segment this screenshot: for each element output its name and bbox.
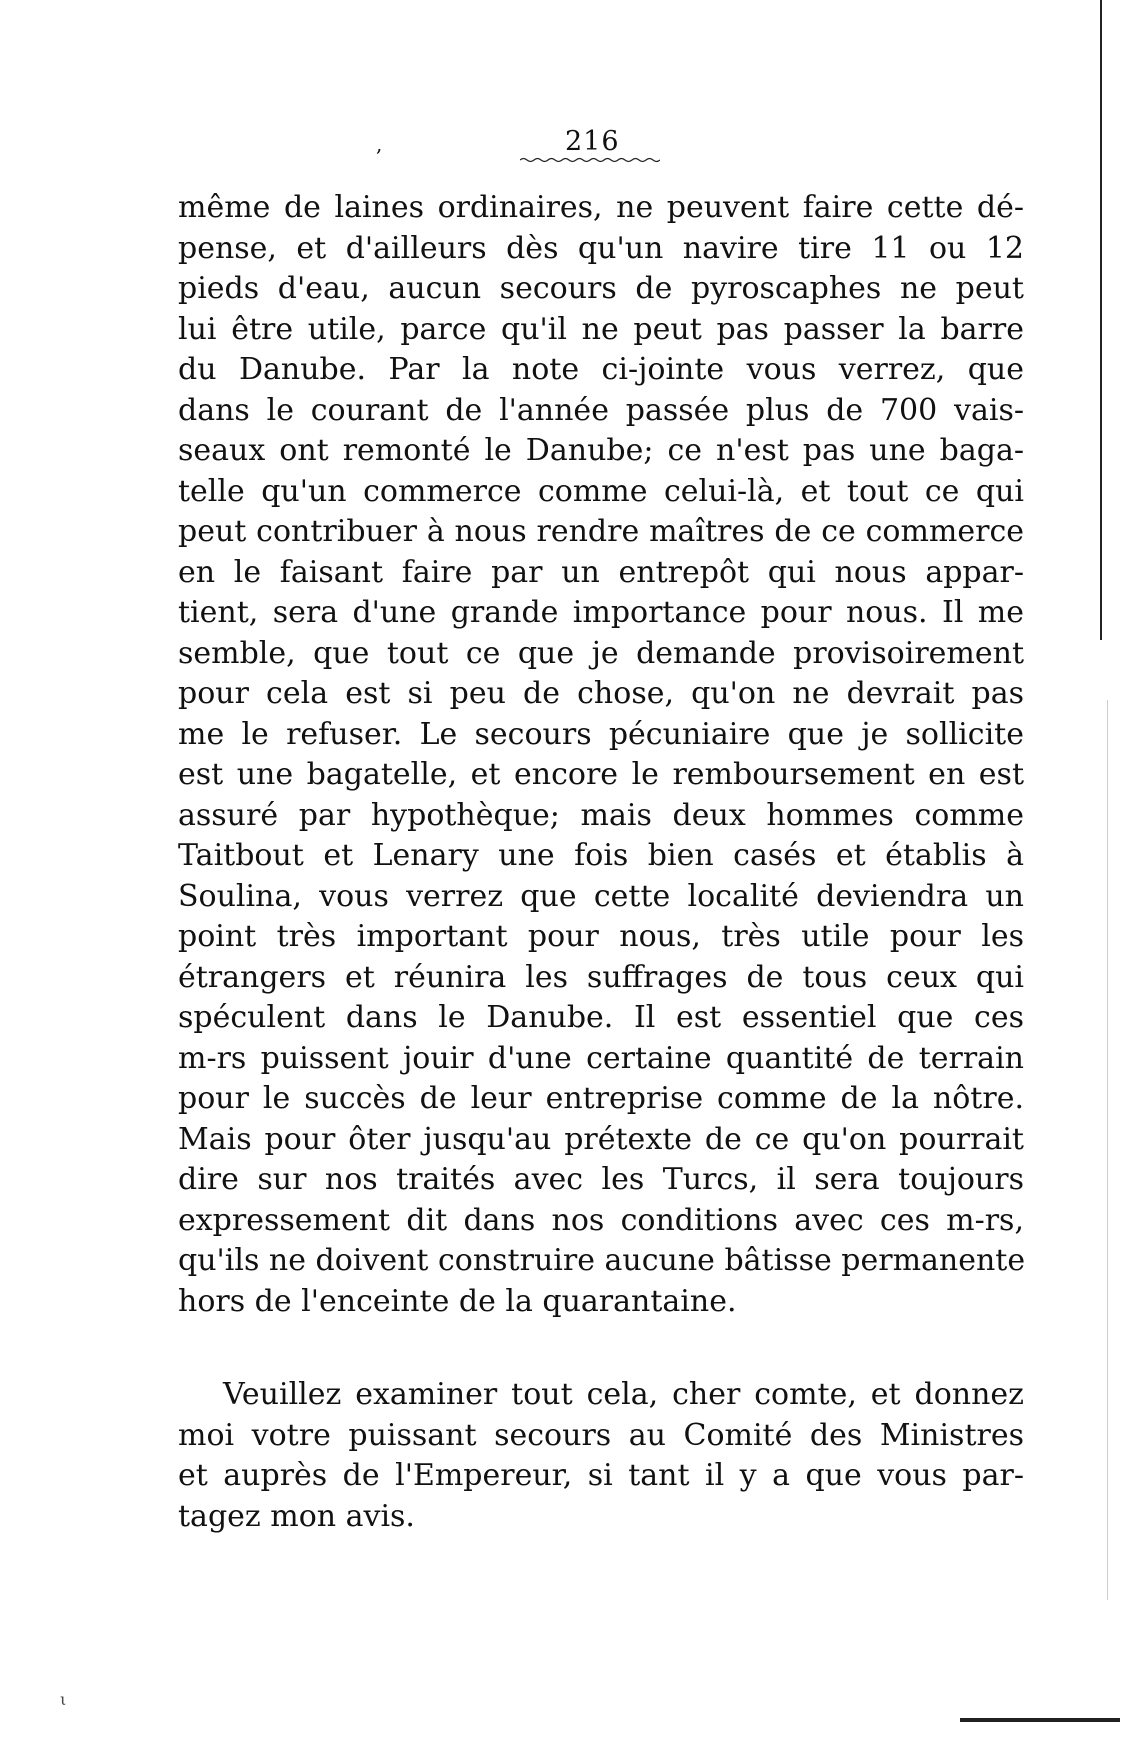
text-line: étrangers et réunira les suffrages de tous ceux qui [178,959,1024,995]
text-line: spéculent dans le Danube. Il est essentiel que ces [178,1000,1024,1035]
text-line: qu'ils ne doivent construire aucune bâtisse permanente [178,1243,1026,1278]
paragraph-1 [178,188,1024,1322]
print-speck: , [376,132,383,156]
text-line: peut contribuer à nous rendre maîtres de ce commerce [178,514,1024,549]
text-line: me le refuser. Le secours pécuniaire que je sollicite [178,716,1024,752]
text-line: telle qu'un commerce comme celui-là, et tout ce qui [178,473,1024,509]
text-line: pense, et d'ailleurs dès qu'un navire tire 11 ou 12 [178,230,1024,266]
text-line: m-rs puissent jouir d'une certaine quantité de terrain [178,1040,1024,1076]
text-line: Veuillez examiner tout cela, cher comte, et donnez [223,1377,1024,1412]
page-edge-shadow [1100,0,1102,640]
text-line: dire sur nos traités avec les Turcs, il sera toujours [178,1162,1024,1197]
text-line: seaux ont remonté le Danube; ce n'est pas une baga- [178,433,1024,468]
text-line: pour cela est si peu de chose, qu'on ne devrait pas [178,676,1024,711]
text-line: pieds d'eau, aucun secours de pyroscaphes ne peut [178,271,1024,306]
text-line: pour le succès de leur entreprise comme de la nôtre. [178,1081,1024,1116]
text-line: tagez mon avis. [178,1498,415,1534]
text-line: est une bagatelle, et encore le remboursement en est [178,757,1024,792]
text-line: Taitbout et Lenary une fois bien casés et établis à [178,838,1024,873]
text-line: du Danube. Par la note ci-jointe vous verrez, que [178,352,1024,387]
page-number: 216 [565,126,620,157]
page-edge-faint [1107,700,1108,1600]
footer-rule [960,1718,1120,1722]
text-line: moi votre puissant secours au Comité des Ministres [178,1417,1024,1453]
text-line: dans le courant de l'année passée plus de 700 vais- [178,392,1024,428]
text-line: et auprès de l'Empereur, si tant il y a que vous par- [178,1458,1024,1493]
text-line: Mais pour ôter jusqu'au prétexte de ce qu'on pourrait [178,1121,1024,1157]
text-line: semble, que tout ce que je demande provisoirement [178,635,1024,671]
text-line: en le faisant faire par un entrepôt qui nous appar- [178,554,1024,590]
text-line: Soulina, vous verrez que cette localité deviendra un [178,878,1024,914]
text-line: même de laines ordinaires, ne peuvent faire cette dé- [178,190,1024,225]
text-line: hors de l'enceinte de la quarantaine. [178,1283,737,1319]
print-speck-corner: ι [60,1690,67,1709]
paragraph-2 [178,1375,1024,1537]
text-line: assuré par hypothèque; mais deux hommes comme [178,797,1024,833]
text-line: tient, sera d'une grande importance pour nous. Il me [178,595,1024,630]
text-line: lui être utile, parce qu'il ne peut pas passer la barre [178,311,1024,347]
text-line: point très important pour nous, très utile pour les [178,919,1024,954]
page-number-wavy-rule [520,157,660,163]
text-line: expressement dit dans nos conditions avec ces m-rs, [178,1202,1024,1238]
